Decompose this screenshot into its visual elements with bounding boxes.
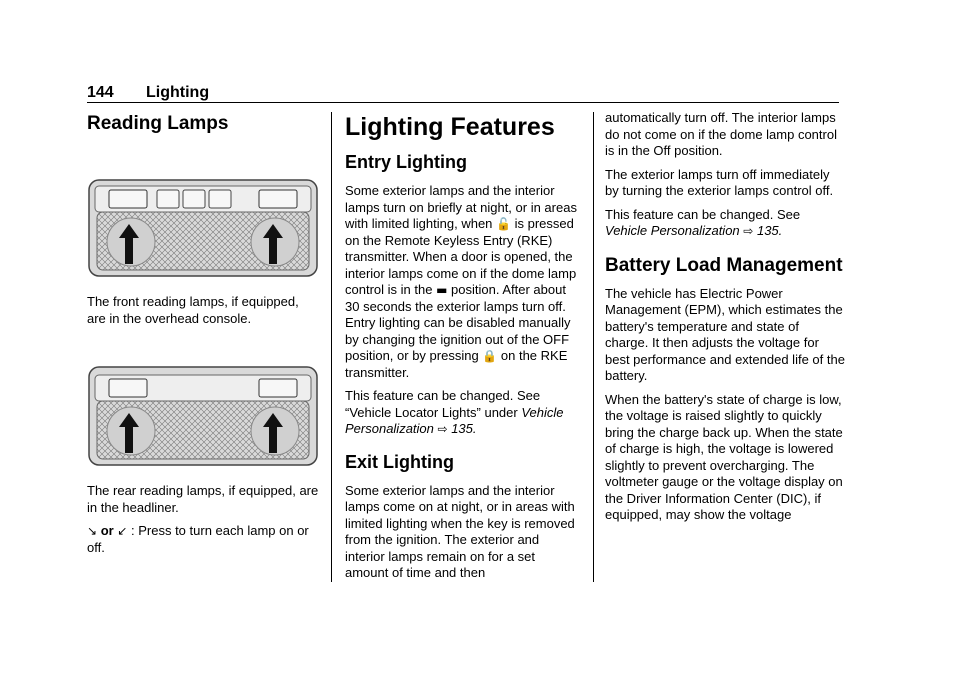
entry-lighting-paragraph [345, 183, 581, 381]
section-title: Lighting [146, 84, 210, 101]
lock-key-icon: 🔒 [482, 349, 498, 363]
column-continued [605, 110, 845, 531]
reading-lamp-switch-description [87, 523, 319, 556]
rear-lamps-caption: The rear reading lamps, if equipped, are in the headliner. [87, 483, 319, 515]
page-ref-number: 135. [756, 223, 783, 238]
vehicle-personalization-link[interactable]: Vehicle Personalization [605, 223, 740, 238]
entry-lighting-heading: Entry Lighting [345, 152, 467, 172]
exit-lighting-continued: automatically turn off. The interior lamps do not come on if the dome lamp control is in the Off position. [605, 110, 837, 158]
entry-text-3: position. After about 30 seconds the exterior lamps turn off. Entry lighting can be disabled manually by changing the ignition out of the OFF position, or by pressing [345, 282, 571, 363]
unlock-key-icon: 🔓 [496, 217, 511, 231]
exit-lighting-heading: Exit Lighting [345, 451, 454, 472]
battery-load-management-heading: Battery Load Management [605, 254, 843, 276]
exit-note-text: This feature can be changed. See [605, 206, 801, 222]
reading-lamps-heading: Reading Lamps [87, 113, 229, 134]
entry-text-4: on the RKE transmitter. [345, 348, 568, 380]
column-lighting-features [345, 110, 581, 589]
exit-feature-change-note [605, 207, 845, 240]
page-ref-number: 135. [451, 421, 477, 436]
dome-lamp-icon: ▬ [436, 283, 448, 297]
front-reading-lamps-illustration [87, 172, 319, 282]
lighting-features-title: Lighting Features [345, 113, 555, 141]
header-rule [87, 102, 839, 103]
entry-feature-change-note [345, 388, 581, 438]
or-label: or [100, 523, 114, 538]
entry-text-1: Some exterior lamps and the interior lamps turn on briefly at night, or in areas with limited lighting, when [345, 183, 577, 231]
front-lamps-caption: The front reading lamps, if equipped, are in the overhead console. [87, 294, 299, 326]
rear-reading-lamps-illustration [87, 361, 319, 471]
page-ref-icon: ⇨ [743, 224, 754, 238]
reading-lamp-left-icon: ↘ [87, 524, 98, 538]
exterior-lamps-off-paragraph: The exterior lamps turn off immediately by turning the exterior lamps control off. [605, 166, 834, 198]
exit-lighting-paragraph: Some exterior lamps and the interior lamps come on at night, or in areas with limited lighting when the key is removed from the ignition. The exterior and interior lamps remain on for a set amount of time and then [345, 482, 575, 580]
battery-paragraph-1: The vehicle has Electric Power Management (EPM), which estimates the battery's temperature and state of charge. It then adjusts the voltage for best performance and extended life of the battery. [605, 285, 845, 383]
switch-text: : Press to turn each lamp on or off. [87, 523, 309, 555]
entry-note-text: This feature can be changed. See “Vehicle Locator Lights” under [345, 388, 541, 420]
reading-lamp-right-icon: ↙ [117, 524, 128, 538]
column-divider [331, 112, 332, 582]
column-reading-lamps [87, 110, 319, 563]
column-divider [593, 112, 594, 582]
battery-paragraph-2: When the battery's state of charge is low, the voltage is raised slightly to quickly bring the charge back up. When the state of charge is high, the voltage is lowered slightly to prevent overcharging. The voltmeter gauge or the voltage display on the Driver Information Center (DIC), if equipped, may show the voltage [605, 391, 843, 522]
entry-text-2: is pressed on the Remote Keyless Entry (RKE) transmitter. When a door is opened, the interior lamps come on if the dome lamp control is in the [345, 216, 577, 297]
vehicle-personalization-link[interactable]: Vehicle Personalization [345, 404, 564, 436]
page-number: 144 [87, 84, 114, 101]
page-ref-icon: ⇨ [437, 422, 448, 436]
